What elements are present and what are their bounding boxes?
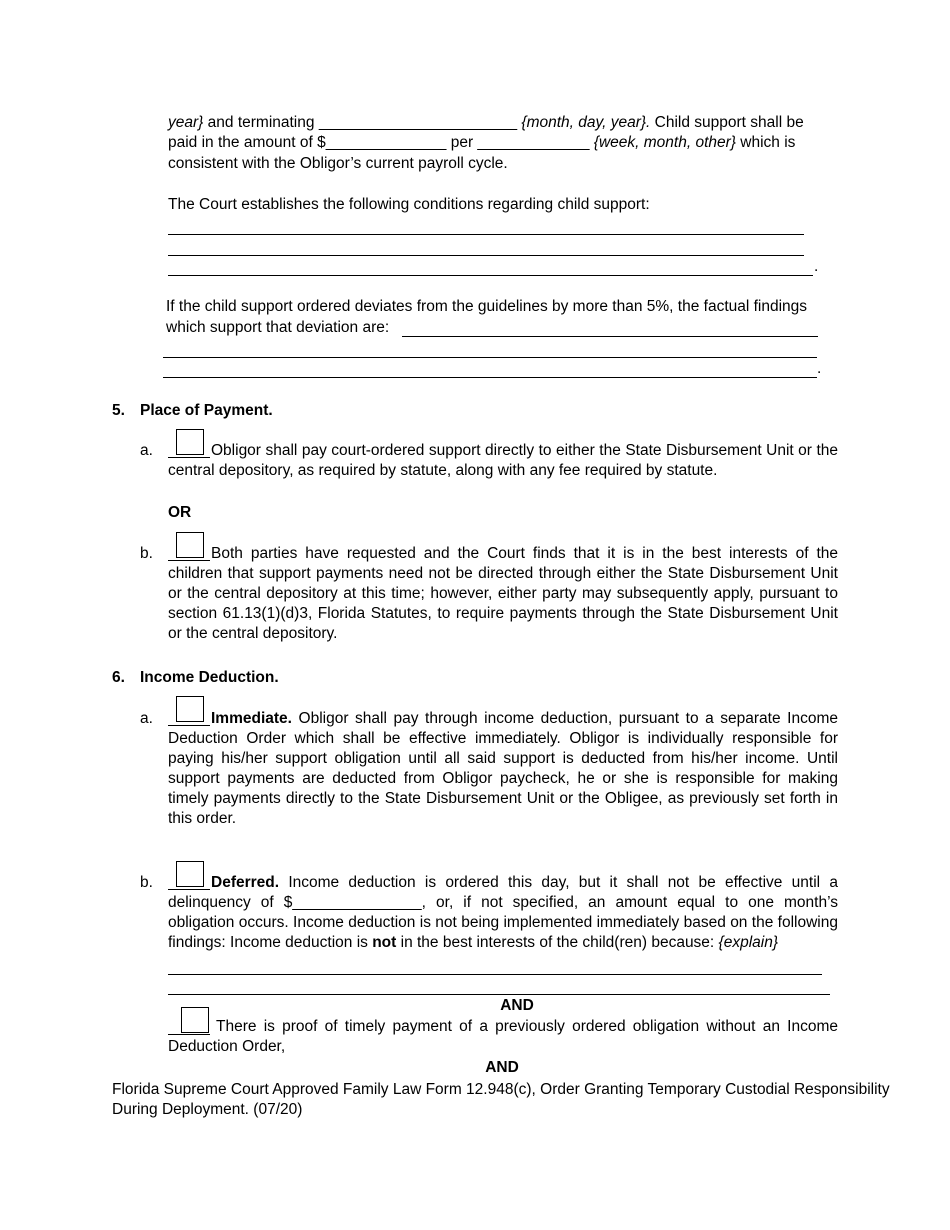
immediate-label: Immediate. — [211, 710, 292, 727]
period-mark: . — [814, 258, 819, 275]
conditions-blank-line-3[interactable] — [168, 261, 813, 276]
item-6b-letter: b. — [140, 874, 153, 891]
conditions-blank-line-1[interactable] — [168, 220, 804, 235]
deferred-label: Deferred. — [211, 874, 280, 891]
termination-date-blank[interactable]: _______________________ — [318, 114, 518, 131]
support-amount-line: paid in the amount of $______________ per _____________ {week, month, other} which is — [168, 134, 796, 151]
item-5b-letter: b. — [140, 545, 153, 562]
delinquency-amount-blank[interactable]: _______________ — [292, 894, 422, 911]
conditions-blank-line-2[interactable] — [168, 241, 804, 256]
item-6a-text: Immediate. Obligor shall pay through income deduction, pursuant to a separate Income Deduction Order which shall be effective immediately. Obligor is individually responsible for paying his/her support obligation until all said support is deducted from his/her income. Until support payments are deducted from Obligor paycheck, he or she is responsible for making timely payments directly to the State Disbursement Unit or the Obligee, as previously set forth in this order. — [168, 710, 838, 827]
support-amount-blank[interactable]: ______________ — [325, 134, 447, 151]
period-mark: . — [817, 360, 822, 377]
payroll-cycle-text: consistent with the Obligor’s current payroll cycle. — [168, 155, 508, 172]
explain-blank-line-1[interactable] — [168, 960, 822, 975]
item-5a-letter: a. — [140, 442, 153, 459]
and-label-2: AND — [485, 1059, 519, 1076]
footer-line-1: Florida Supreme Court Approved Family Law Form 12.948(c), Order Granting Temporary Custodial Responsibility — [112, 1081, 890, 1098]
section-6-title: Income Deduction. — [140, 669, 279, 686]
explain-blank-line-2[interactable] — [168, 980, 830, 995]
deviation-blank-line-2[interactable] — [163, 343, 817, 358]
deviation-text-1: If the child support ordered deviates from the guidelines by more than 5%, the factual findings — [166, 298, 808, 315]
or-label: OR — [168, 504, 192, 521]
deviation-blank-line-3[interactable] — [163, 363, 817, 378]
item-6a-letter: a. — [140, 710, 153, 727]
support-period-blank[interactable]: _____________ — [477, 134, 590, 151]
and-label-1: AND — [500, 997, 534, 1014]
item-5a-text: Obligor shall pay court-ordered support directly to either the State Disbursement Unit or the central depository, as required by statute, along with any fee required by statute. — [168, 442, 838, 479]
section-5-number: 5. — [112, 402, 125, 419]
deviation-blank-line-1[interactable] — [402, 322, 818, 337]
section-5-title: Place of Payment. — [140, 402, 273, 419]
proof-text: There is proof of timely payment of a previously ordered obligation without an Income Deduction Order, — [168, 1018, 838, 1055]
item-5b-text: Both parties have requested and the Court finds that it is in the best interests of the children that support payments need not be directed through either the State Disbursement Unit or the central depository at this time; however, either party may subsequently apply, pursuant to section 61.13(1)(d)3, Florida Statutes, to require payments through the State Disbursement Unit or the central depository. — [168, 545, 838, 642]
footer-line-2: During Deployment. (07/20) — [112, 1101, 303, 1118]
support-term-line: year} and terminating _______________________ {month, day, year}. Child support shall be — [168, 114, 804, 131]
item-6b-text: Deferred. Income deduction is ordered this day, but it shall not be effective until a delinquency of $_______________, or, if not specified, an amount equal to one month’s obligation occurs. Income deduction is not being implemented immediately based on the following findings: Income deduction is not in the best interests of the child(ren) because: {explain} — [168, 874, 839, 951]
deviation-text-2: which support that deviation are: — [166, 319, 390, 336]
section-6-number: 6. — [112, 669, 125, 686]
conditions-label: The Court establishes the following conditions regarding child support: — [168, 196, 650, 213]
